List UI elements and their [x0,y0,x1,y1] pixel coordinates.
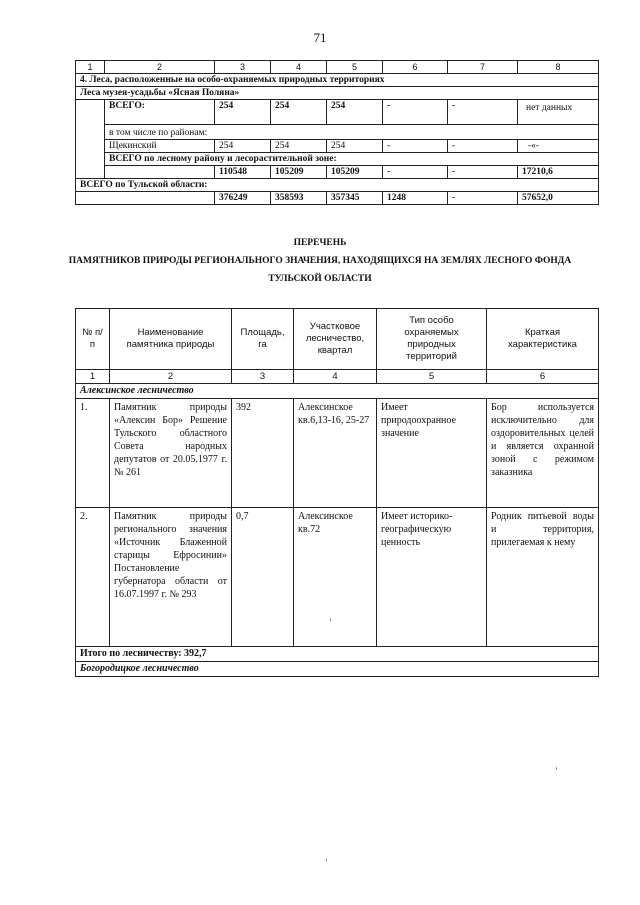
title-line-3: ТУЛЬСКОЙ ОБЛАСТИ [268,274,372,284]
table-row [76,399,599,508]
table-row [76,125,599,140]
header-cell: 3 [232,370,294,384]
header-cell: Краткая характеристика [487,309,599,370]
table-row [76,153,599,166]
nature-monuments-table [75,308,599,677]
header-cell: 3 [215,61,271,74]
table-row [76,74,599,87]
cell: 254 [215,100,271,125]
table-row [76,100,599,125]
section-title: Богородицкое лесничество [76,662,599,677]
section-title: 4. Леса, расположенные на особо-охраняемых природных территориях [76,74,599,87]
header-cell: Наименование памятника природы [110,309,232,370]
header-cell: 1 [76,370,110,384]
monument-name: Памятник природы регионального значения «Источник Блаженной старицы Ефросинии» Постановление губернатора области от 16.07.1997 г. № 293 [110,508,232,647]
monument-type: Имеет историко-географическую ценность [377,508,487,647]
table-header-row [76,61,599,74]
header-cell: Площадь, га [232,309,294,370]
cell: 17210,6 [518,166,599,179]
cell: 254 [271,100,327,125]
table-row [76,508,599,647]
monument-forestry: Алексинское кв.6,13-16, 25-27 [294,399,377,508]
column-number-row [76,370,599,384]
header-cell: 2 [105,61,215,74]
title-line-2: ПАМЯТНИКОВ ПРИРОДЫ РЕГИОНАЛЬНОГО ЗНАЧЕНИЯ, НАХОДЯЩИХСЯ НА ЗЕМЛЯХ ЛЕСНОГО ФОНДА [68,256,572,266]
table-row [76,140,599,153]
monument-description: Родник питьевой воды и территория, прилегаемая к нему [487,508,599,647]
scan-mark [556,767,557,770]
cell: - [448,100,518,125]
cell: 358593 [271,192,327,205]
header-cell: 7 [448,61,518,74]
cell: 254 [327,100,383,125]
forest-summary-table [75,60,599,205]
cell: 110548 [215,166,271,179]
monument-description: Бор используется исключительно для оздоровительных целей и является охранной зоной с режимом заказника [487,399,599,508]
monument-area: 392 [232,399,294,508]
section-row [76,384,599,399]
section-row [76,662,599,677]
section-total-row [76,647,599,662]
table-row [76,87,599,100]
scan-mark [326,858,327,861]
district-label: Щекинский [105,140,215,153]
cell: 1248 [383,192,448,205]
cell: - [448,166,518,179]
header-cell: 8 [518,61,599,74]
cell: 105209 [271,166,327,179]
header-cell: № п/п [76,309,110,370]
page-number: 71 [313,30,327,45]
header-cell: 4 [271,61,327,74]
monument-forestry: Алексинское кв.72 [294,508,377,647]
section-title: Алексинское лесничество [76,384,599,399]
cell: 105209 [327,166,383,179]
header-cell: 4 [294,370,377,384]
cell: нет данных [518,100,599,125]
cell: 357345 [327,192,383,205]
forest-total-label: ВСЕГО по лесному району и лесорастительной зоне: [105,153,599,166]
cell: 254 [327,140,383,153]
cell: - [448,140,518,153]
table-row [76,192,599,205]
header-cell: Тип особо охраняемых природных территорий [377,309,487,370]
table-row [76,166,599,179]
region-total-label: ВСЕГО по Тульской области: [76,179,599,192]
row-number: 2. [76,508,110,647]
header-cell: 6 [383,61,448,74]
subsection-title: Леса музея-усадьбы «Ясная Поляна» [76,87,599,100]
cell: -«- [518,140,599,153]
header-cell: 2 [110,370,232,384]
header-cell: 6 [487,370,599,384]
table-row [76,179,599,192]
cell: 254 [215,140,271,153]
cell: 376249 [215,192,271,205]
header-cell: 5 [327,61,383,74]
cell: - [383,140,448,153]
monument-area: 0,7 [232,508,294,647]
districts-label: в том числе по районам: [105,125,599,140]
monument-type: Имеет природоохранное значение [377,399,487,508]
cell: - [383,100,448,125]
total-label: ВСЕГО: [105,100,215,125]
scan-mark [330,618,331,621]
header-cell: 5 [377,370,487,384]
row-number: 1. [76,399,110,508]
cell: - [448,192,518,205]
cell: 57652,0 [518,192,599,205]
title-line-1: ПЕРЕЧЕНЬ [293,238,347,248]
monument-name: Памятник природы «Алексин Бор» Решение Тульского областного Совета народных депутатов от 20.05.1977 г. № 261 [110,399,232,508]
header-cell: Участковое лесничество, квартал [294,309,377,370]
cell: - [383,166,448,179]
table-header-row [76,309,599,370]
cell: 254 [271,140,327,153]
section-total: Итого по лесничеству: 392,7 [76,647,599,662]
header-cell: 1 [76,61,105,74]
